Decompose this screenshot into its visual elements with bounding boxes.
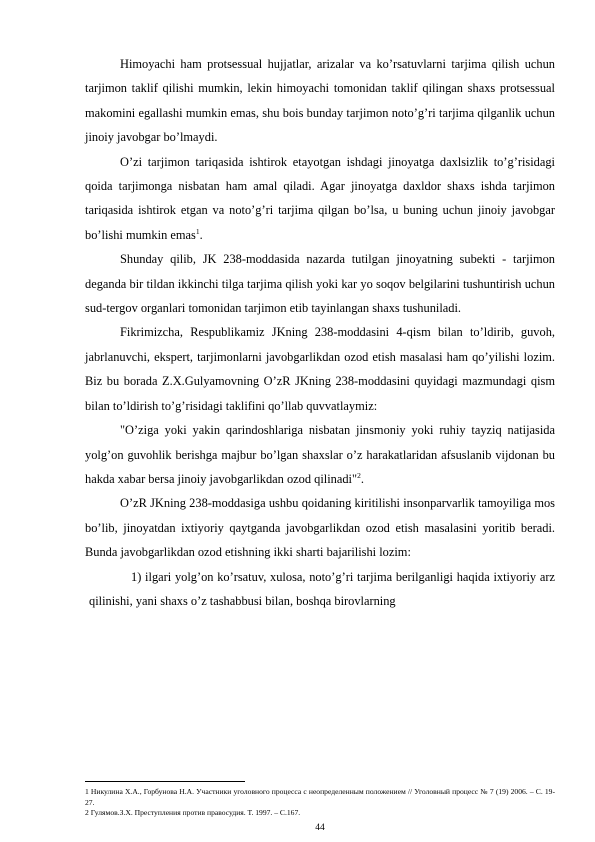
paragraph-end: . xyxy=(199,227,203,242)
paragraph-text: "O’ziga yoki yakin qarindoshlariga nisbatan jinsmoniy yoki ruhiy tayziq natijasida yolg’on guvohlik berishga majbur bo’lgan shaxslar o’z harakatlaridan afsuslanib vijdonan bu hakda xabar bersa jinoiy javobgarlikdan ozod qilinadi" xyxy=(85,423,555,486)
footnotes xyxy=(85,787,555,819)
footnote-divider xyxy=(85,781,245,782)
paragraph: Shunday qilib, JK 238-moddasida nazarda tutilgan jinoyatning subekti - tarjimon deganda bir tildan ikkinchi tilga tarjima qilish yoki kar yo soqov belgilarini tushuntirish uchun sud-tergov organlari tomonidan tarjimon etib tayinlangan shaxs tushuniladi. xyxy=(85,252,555,316)
footnote-ref[interactable]: 2 xyxy=(357,470,361,480)
footnote: 2 Гулямов.З.Х. Преступления против правосудия. Т. 1997. – С.167. xyxy=(85,808,301,818)
paragraph: Himoyachi ham protsessual hujjatlar, arizalar va ko’rsatuvlarni tarjima qilish uchun tarjimon taklif qilishi mumkin, lekin himoyachi tomonidan taklif qilingan shaxs protsessual makomini egallashi mumkin emas, shu bois bunday tarjimon noto’g’ri tarjima qilganlik uchun jinoiy javobgar bo’lmaydi. xyxy=(85,57,555,145)
list-item: 1) ilgari yolg’on ko’rsatuv, xulosa, noto’g’ri tarjima berilganligi haqida ixtiyoriy arz qilinishi, yani shaxs o’z tashabbusi bilan, boshqa birovlarning xyxy=(89,569,555,608)
page-number: 44 xyxy=(315,823,325,833)
paragraph xyxy=(85,150,555,248)
paragraph xyxy=(85,418,555,491)
footnote-ref[interactable]: 1 xyxy=(195,226,200,236)
body-text xyxy=(85,52,555,613)
footnote: 1 Никулина Х.А., Горбунова Н.А. Участники уголовного процесса с неопределенным положением // Уголовный процесс № 7 (19) 2006. – С. 19- 27. xyxy=(85,787,555,807)
paragraph: Fikrimizcha, Respublikamiz JKning 238-moddasini 4-qism bilan to’ldirib, guvoh, jabrlanuvchi, ekspert, tarjimonlarni javobgarlikdan ozod etish masalasi ham qo’yilishi lozim. Biz bu borada Z.X.Gulyamovning O’zR JKning 238-moddasini quyidagi mazmundagi qism bilan to’ldirish to’g’risidagi taklifini qo’llab quvvatlaymiz: xyxy=(85,325,555,413)
paragraph-end: . xyxy=(360,471,364,486)
paragraph-text: O’zi tarjimon tariqasida ishtirok etayotgan ishdagi jinoyatga daxlsizlik to’g’risidagi qoida tarjimonga nisbatan ham amal qiladi. Agar jinoyatga daxldor shaxs ishda tarjimon tariqasida ishtirok etgan va noto’g’ri tarjima qilgan bo’lsa, u buning uchun jinoiy javobgar bo’lishi mumkin emas xyxy=(85,154,555,242)
paragraph: O’zR JKning 238-moddasiga ushbu qoidaning kiritilishi insonparvarlik tamoyiliga mos bo’lib, jinoyatdan ixtiyoriy qaytganda javobgarlikdan ozod etish masalasini yoritib beradi. Bunda javobgarlikdan ozod etishning ikki sharti bajarilishi lozim: xyxy=(85,496,555,560)
